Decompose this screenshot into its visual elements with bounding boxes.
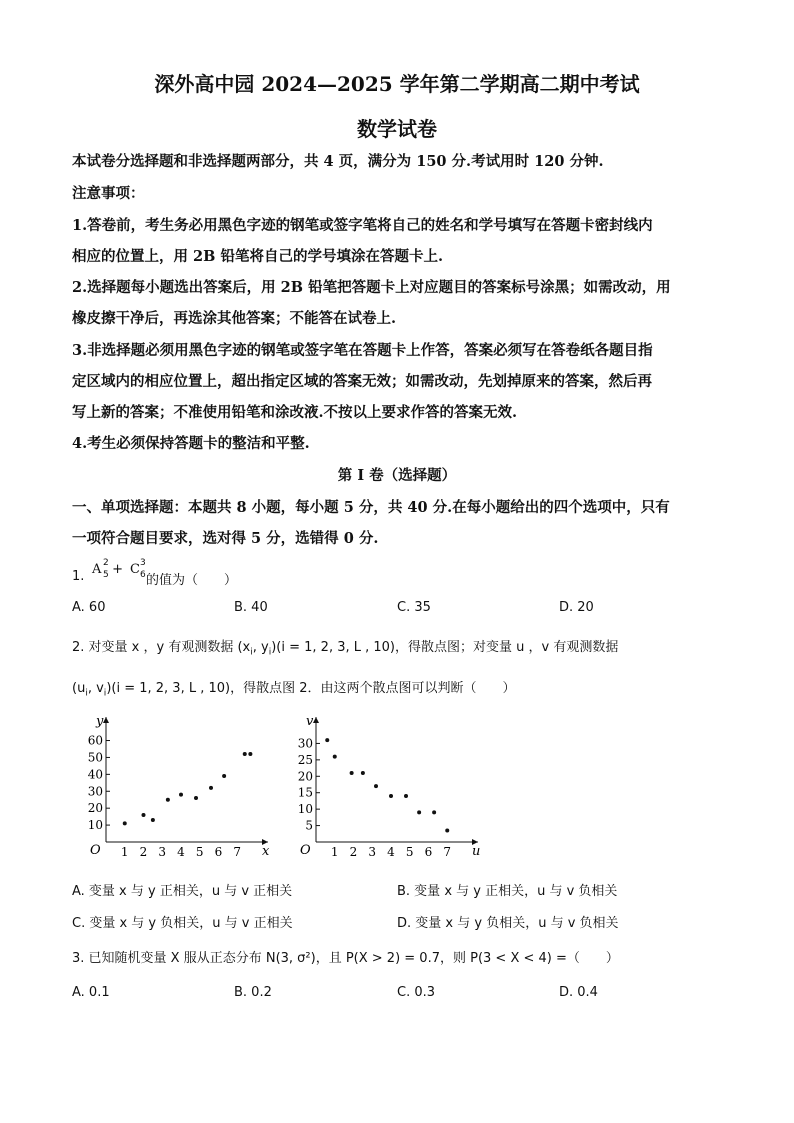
x-tick-label: 3 (158, 845, 167, 859)
question-1-tail: 的值为（ ） (146, 573, 238, 588)
x-tick-label: 6 (214, 845, 223, 859)
q2-text: , y (252, 640, 269, 655)
scatter-point (194, 796, 198, 800)
x-tick-label: 5 (195, 845, 204, 859)
y-tick-label: 10 (87, 818, 103, 833)
q1-option-d[interactable]: D. 20 (559, 600, 594, 615)
scatter-point (417, 810, 421, 814)
scatter-point (333, 755, 337, 759)
scatter-point (432, 810, 436, 814)
q2-option-d[interactable]: D. 变量 x 与 y 负相关，u 与 v 负相关 (397, 916, 619, 931)
q2-option-c[interactable]: C. 变量 x 与 y 负相关，u 与 v 正相关 (72, 916, 293, 931)
origin-label: O (90, 843, 101, 858)
question-2-stem-line1 (72, 636, 618, 658)
scatter-point (142, 813, 146, 817)
x-tick-label: 3 (368, 845, 377, 859)
scatter-point (248, 752, 252, 756)
scatter-point (374, 784, 378, 788)
scatter-point (151, 818, 155, 822)
q2-text: )(i = 1, 2, 3, L , 10)，得散点图 2．由这两个散点图可以判断（ ） (106, 681, 516, 696)
x-tick-label: 7 (443, 845, 452, 859)
notice-line: 3.非选择题必须用黑色字迹的钢笔或签字笔在答题卡上作答，答案必须写在答卷纸各题目指 (72, 342, 653, 359)
y-tick-label: 40 (87, 767, 103, 782)
q2-option-a[interactable]: A. 变量 x 与 y 正相关，u 与 v 正相关 (72, 884, 293, 899)
y-axis-arrow (103, 717, 109, 723)
x-tick-label: 5 (405, 845, 414, 859)
notice-line: 橡皮擦干净后，再选涂其他答案；不能答在试卷上. (72, 310, 397, 327)
scatter-point (445, 829, 449, 833)
y-axis-arrow (313, 717, 319, 723)
origin-label: O (300, 843, 311, 858)
y-axis-label: y (96, 714, 104, 729)
q2-sub: i (268, 647, 272, 658)
q1-option-b[interactable]: B. 40 (234, 600, 268, 615)
y-tick-label: 5 (305, 818, 313, 833)
q1-option-a[interactable]: A. 60 (72, 600, 106, 615)
x-tick-label: 4 (177, 845, 185, 859)
notice-line: 写上新的答案；不准使用铅笔和涂改液.不按以上要求作答的答案无效. (72, 404, 518, 421)
notice-line: 2.选择题每小题选出答案后，用 2B 铅笔把答题卡上对应题目的答案标号涂黑；如需改动，用 (72, 279, 671, 296)
x-tick-label: 7 (233, 845, 242, 859)
arrangement-sub: 5 (103, 570, 109, 580)
notice-heading: 注意事项： (72, 185, 145, 202)
notice-line: 相应的位置上，用 2B 铅笔将自己的学号填涂在答题卡上. (72, 248, 443, 265)
y-tick-label: 15 (297, 785, 313, 800)
q2-sub: i (103, 688, 107, 699)
scatter-point (243, 752, 247, 756)
combination-sup: 3 (140, 558, 146, 568)
q3-option-c[interactable]: C. 0.3 (397, 985, 436, 1000)
notice-line: 1.答卷前，考生务必用黑色字迹的钢笔或签字笔将自己的姓名和学号填写在答题卡密封线内 (72, 217, 653, 234)
combination-letter: C (130, 562, 140, 577)
q1-option-c[interactable]: C. 35 (397, 600, 431, 615)
q2-text: )(i = 1, 2, 3, L , 10)，得散点图；对变量 u ，v 有观测数据 (271, 640, 619, 655)
question-2-stem-line2 (72, 677, 516, 699)
arrangement-letter: A (92, 562, 102, 577)
q2-text: , v (87, 681, 104, 696)
y-tick-label: 20 (297, 769, 313, 784)
q2-text: (u (72, 681, 86, 696)
question-number: 1. (72, 569, 85, 584)
x-tick-label: 2 (349, 845, 358, 859)
q3-option-a[interactable]: A. 0.1 (72, 985, 110, 1000)
section-instructions-line: 一项符合题目要求，选对得 5 分，选错得 0 分. (72, 530, 379, 547)
x-tick-label: 1 (120, 845, 129, 859)
scatter-point (350, 771, 354, 775)
y-tick-label: 30 (297, 736, 313, 751)
x-axis-label: x (262, 844, 270, 859)
q2-option-b[interactable]: B. 变量 x 与 y 正相关，u 与 v 负相关 (397, 884, 618, 899)
scatter-plot-x-y (76, 712, 276, 862)
x-tick-label: 2 (139, 845, 148, 859)
notice-line: 定区域内的相应位置上，超出指定区域的答案无效；如需改动，先划掉原来的答案，然后再 (72, 373, 652, 390)
q2-text: 2. 对变量 x ，y 有观测数据 (x (72, 640, 251, 655)
y-axis-label: v (306, 714, 314, 729)
arrangement-symbol (92, 562, 101, 577)
scatter-point (222, 774, 226, 778)
y-tick-label: 20 (87, 801, 103, 816)
scatter-point (123, 821, 127, 825)
x-axis-label: u (472, 844, 481, 859)
x-tick-label: 1 (330, 845, 339, 859)
y-tick-label: 50 (87, 750, 103, 765)
intro-text: 本试卷分选择题和非选择题两部分，共 4 页，满分为 150 分.考试用时 120 分钟. (72, 153, 604, 170)
x-tick-label: 6 (424, 845, 433, 859)
plus-sign: + (108, 562, 128, 577)
scatter-point (389, 794, 393, 798)
x-tick-label: 4 (387, 845, 395, 859)
subject-title: 数学试卷 (357, 117, 437, 141)
y-tick-label: 25 (297, 752, 313, 767)
scatter-plot-u-v (286, 712, 486, 862)
section-instructions-line: 一、单项选择题：本题共 8 小题，每小题 5 分，共 40 分.在每小题给出的四个选项中，只有 (72, 499, 670, 516)
q2-sub: i (85, 688, 88, 699)
exam-title: 深外高中园 2024—2025 学年第二学期高二期中考试 (154, 72, 640, 96)
arrangement-sup: 2 (103, 558, 109, 568)
y-tick-label: 60 (87, 733, 103, 748)
scatter-point (404, 794, 408, 798)
notice-line: 4.考生必须保持答题卡的整洁和平整. (72, 435, 310, 452)
question-3-stem: 3. 已知随机变量 X 服从正态分布 N(3, σ²)，且 P(X > 2) = 0.7，则 P(3 < X < 4) =（ ） (72, 951, 619, 966)
y-tick-label: 30 (87, 784, 103, 799)
q2-sub: i (250, 647, 253, 658)
scatter-point (325, 738, 329, 742)
section-title: 第 I 卷（选择题） (337, 467, 457, 484)
scatter-point (361, 771, 365, 775)
scatter-point (179, 793, 183, 797)
y-tick-label: 10 (297, 802, 313, 817)
combination-sub: 6 (140, 570, 146, 580)
scatter-point (166, 798, 170, 802)
scatter-point (209, 786, 213, 790)
q3-option-d[interactable]: D. 0.4 (559, 985, 598, 1000)
q3-option-b[interactable]: B. 0.2 (234, 985, 272, 1000)
